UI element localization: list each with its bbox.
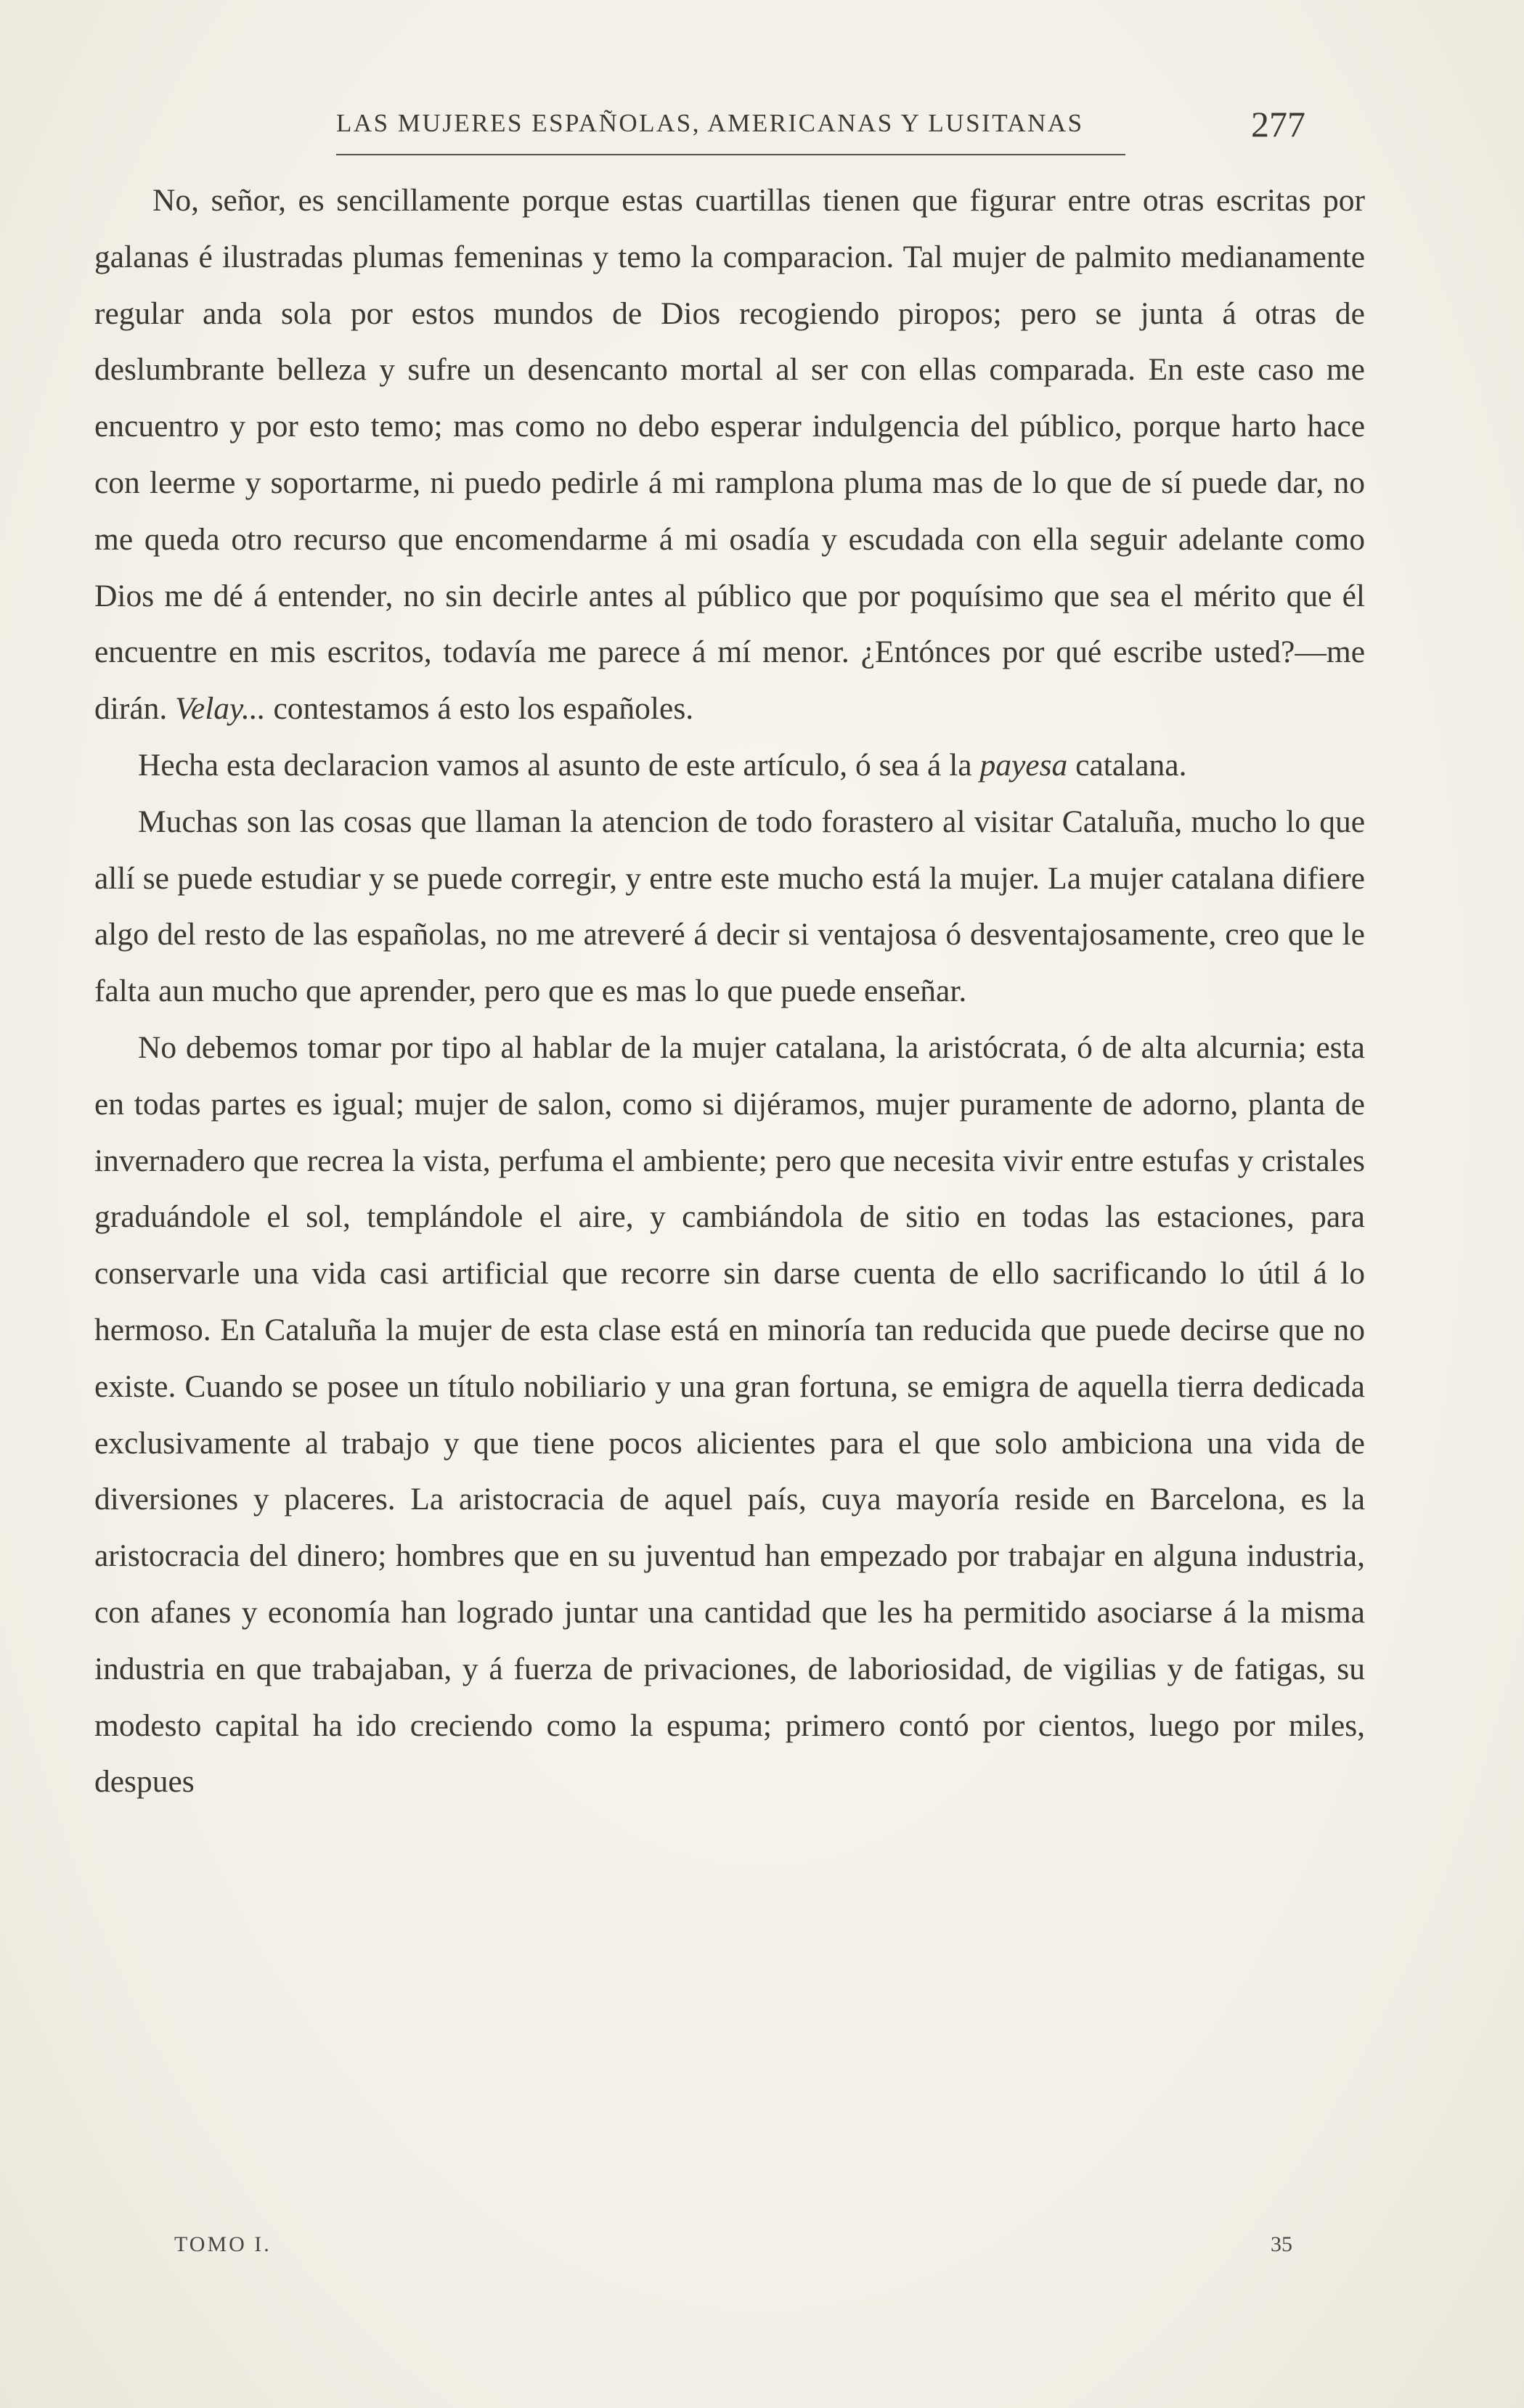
paragraph [94, 173, 1365, 738]
text-segment: contestamos á esto los españoles. [265, 691, 694, 727]
paragraph: No debemos tomar por tipo al hablar de la mujer catalana, la aristócrata, ó de alta alcurnia; esta en todas partes es igual; mujer de salon, como si dijéramos, mujer puramente de adorno, planta de invernadero que recrea la vista, perfuma el ambiente; pero que necesita vivir entre estufas y cristales graduándole el sol, templándole el aire, y cambiándola de sitio en todas las estaciones, para conservarle una vida casi artificial que recorre sin darse cuenta de ello sacrificando lo útil á lo hermoso. En Cataluña la mujer de esta clase está en minoría tan reducida que puede decirse que no existe. Cuando se posee un título nobiliario y una gran fortuna, se emigra de aquella tierra dedicada exclusivamente al trabajo y que tiene pocos alicientes para el que solo ambiciona una vida de diversiones y placeres. La aristocracia de aquel país, cuya mayoría reside en Barcelona, es la aristocracia del dinero; hombres que en su juventud han empezado por trabajar en alguna industria, con afanes y economía han logrado juntar una cantidad que les ha permitido asociarse á la misma industria en que trabajaban, y á fuerza de privaciones, de laboriosidad, de vigilias y de fatigas, su modesto capital ha ido creciendo como la espuma; primero contó por cientos, luego por miles, despues [94, 1029, 1365, 1800]
volume-label: TOMO I. [174, 2232, 272, 2256]
italic-word: payesa [979, 747, 1068, 783]
italic-word: Velay... [175, 691, 266, 727]
header-rule [336, 154, 1125, 155]
running-title: LAS MUJERES ESPAÑOLAS, AMERICANAS Y LUSITANAS [336, 109, 1084, 137]
text-segment: No, señor, es sencillamente porque estas cuartillas tienen que figurar entre otras escritas por galanas é ilustradas plumas femeninas y temo la comparacion. Tal mujer de palmito medianamente regular anda sola por estos mundos de Dios recogiendo piropos; pero se junta á otras de deslumbrante belleza y sufre un desencanto mortal al ser con ellas comparada. En este caso me encuentro y por esto temo; mas como no debo esperar indulgencia del público, porque harto hace con leerme y soportarme, ni puedo pedirle á mi ramplona pluma mas de lo que de sí puede dar, no me queda otro recurso que encomendarme á mi osadía y escudada con ella seguir adelante como Dios me dé á entender, no sin decirle antes al público que por poquísimo que sea el mérito que él encuentre en mis escritos, todavía me parece á mí menor. ¿Entónces por qué escribe usted?—me dirán. [94, 183, 1365, 727]
page-footer [174, 2232, 1292, 2269]
text-segment: Hecha esta declaracion vamos al asunto de este artículo, ó sea á la [138, 747, 980, 783]
running-header [336, 104, 1305, 151]
body-text [94, 173, 1365, 1811]
paragraph: Muchas son las cosas que llaman la atencion de todo forastero al visitar Cataluña, mucho lo que allí se puede estudiar y se puede corregir, y entre este mucho está la mujer. La mujer catalana difiere algo del resto de las españolas, no me atreveré á decir si ventajosa ó desventajosamente, creo que le falta aun mucho que aprender, pero que es mas lo que puede enseñar. [94, 804, 1365, 1009]
text-segment: catalana. [1067, 747, 1187, 783]
page-number: 277 [1251, 104, 1305, 144]
signature-mark: 35 [1271, 2232, 1292, 2256]
paragraph [94, 738, 1365, 794]
